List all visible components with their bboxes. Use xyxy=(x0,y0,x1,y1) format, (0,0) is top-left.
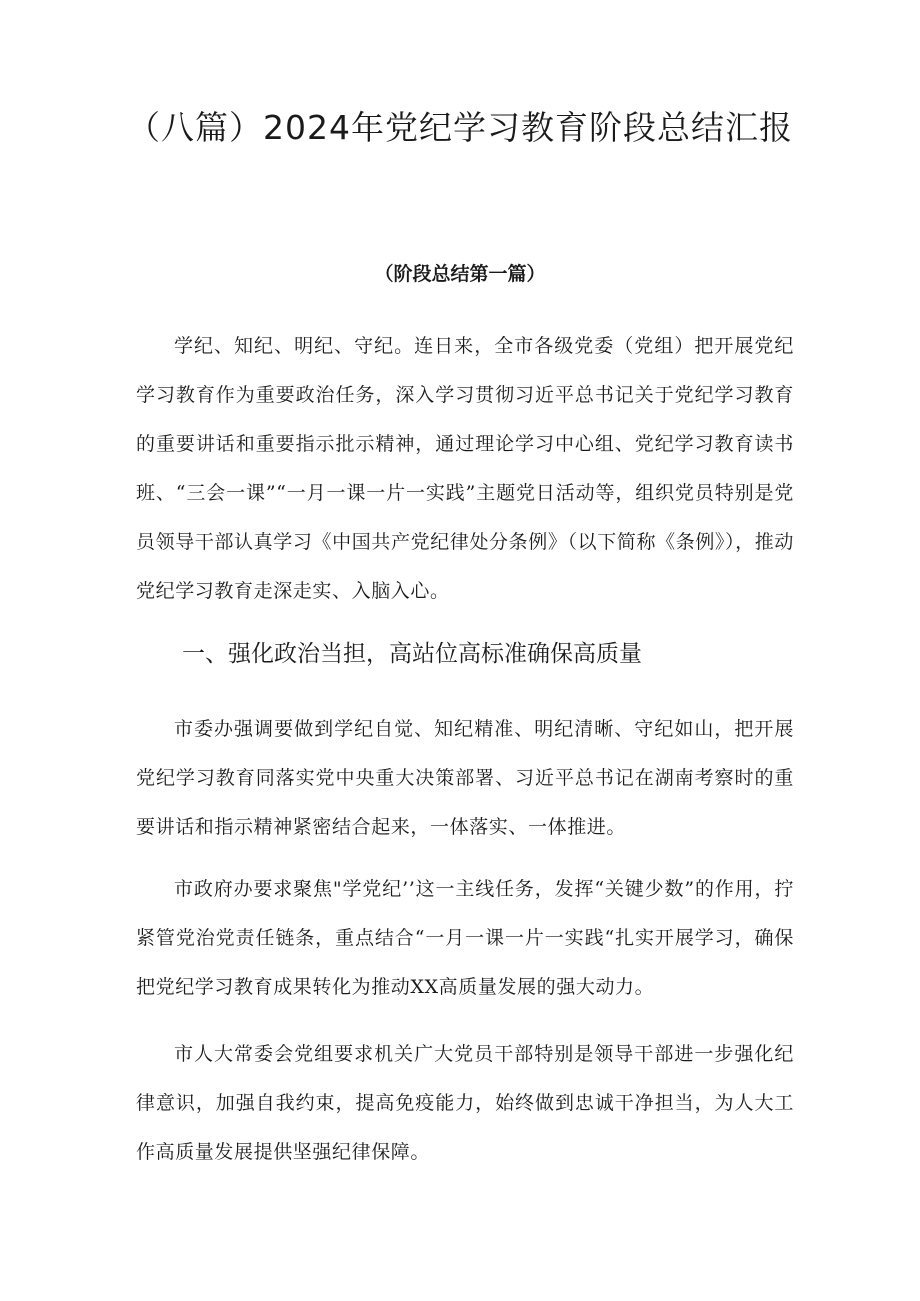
body-paragraph: 市政府办要求聚焦"学党纪’’这一主线任务，发挥“关键少数”的作用，拧紧管党治党责任链条，重点结合“一月一课一片一实践“扎实开展学习，确保把党纪学习教育成果转化为推动XX高质量发展的强大动力。 xyxy=(136,878,794,998)
intro-paragraph: 学纪、知纪、明纪、守纪。连日来，全市各级党委（党组）把开展党纪学习教育作为重要政治任务，深入学习贯彻习近平总书记关于党纪学习教育的重要讲话和重要指示批示精神，通过理论学习中心组、党纪学习教育读书班、“三会一课”“一月一课一片一实践”主题党日活动等，组织党员特别是党员领导干部认真学习《中国共产党纪律处分条例》（以下简称《条例》），推动党纪学习教育走深走实、入脑入心。 xyxy=(136,335,794,602)
document-subtitle: （阶段总结第一篇） xyxy=(374,263,546,285)
body-paragraph: 市委办强调要做到学纪自觉、知纪精准、明纪清晰、守纪如山，把开展党纪学习教育同落实党中央重大决策部署、习近平总书记在湖南考察时的重要讲话和指示精神紧密结合起来，一体落实、一体推进。 xyxy=(136,718,794,838)
section-heading: 一、强化政治当担，高站位高标准确保高质量 xyxy=(182,641,642,667)
document-title: （八篇）2024年党纪学习教育阶段总结汇报 xyxy=(127,108,793,147)
body-paragraph: 市人大常委会党组要求机关广大党员干部特别是领导干部进一步强化纪律意识，加强自我约束，提高免疫能力，始终做到忠诚干净担当，为人大工作高质量发展提供坚强纪律保障。 xyxy=(136,1043,794,1163)
